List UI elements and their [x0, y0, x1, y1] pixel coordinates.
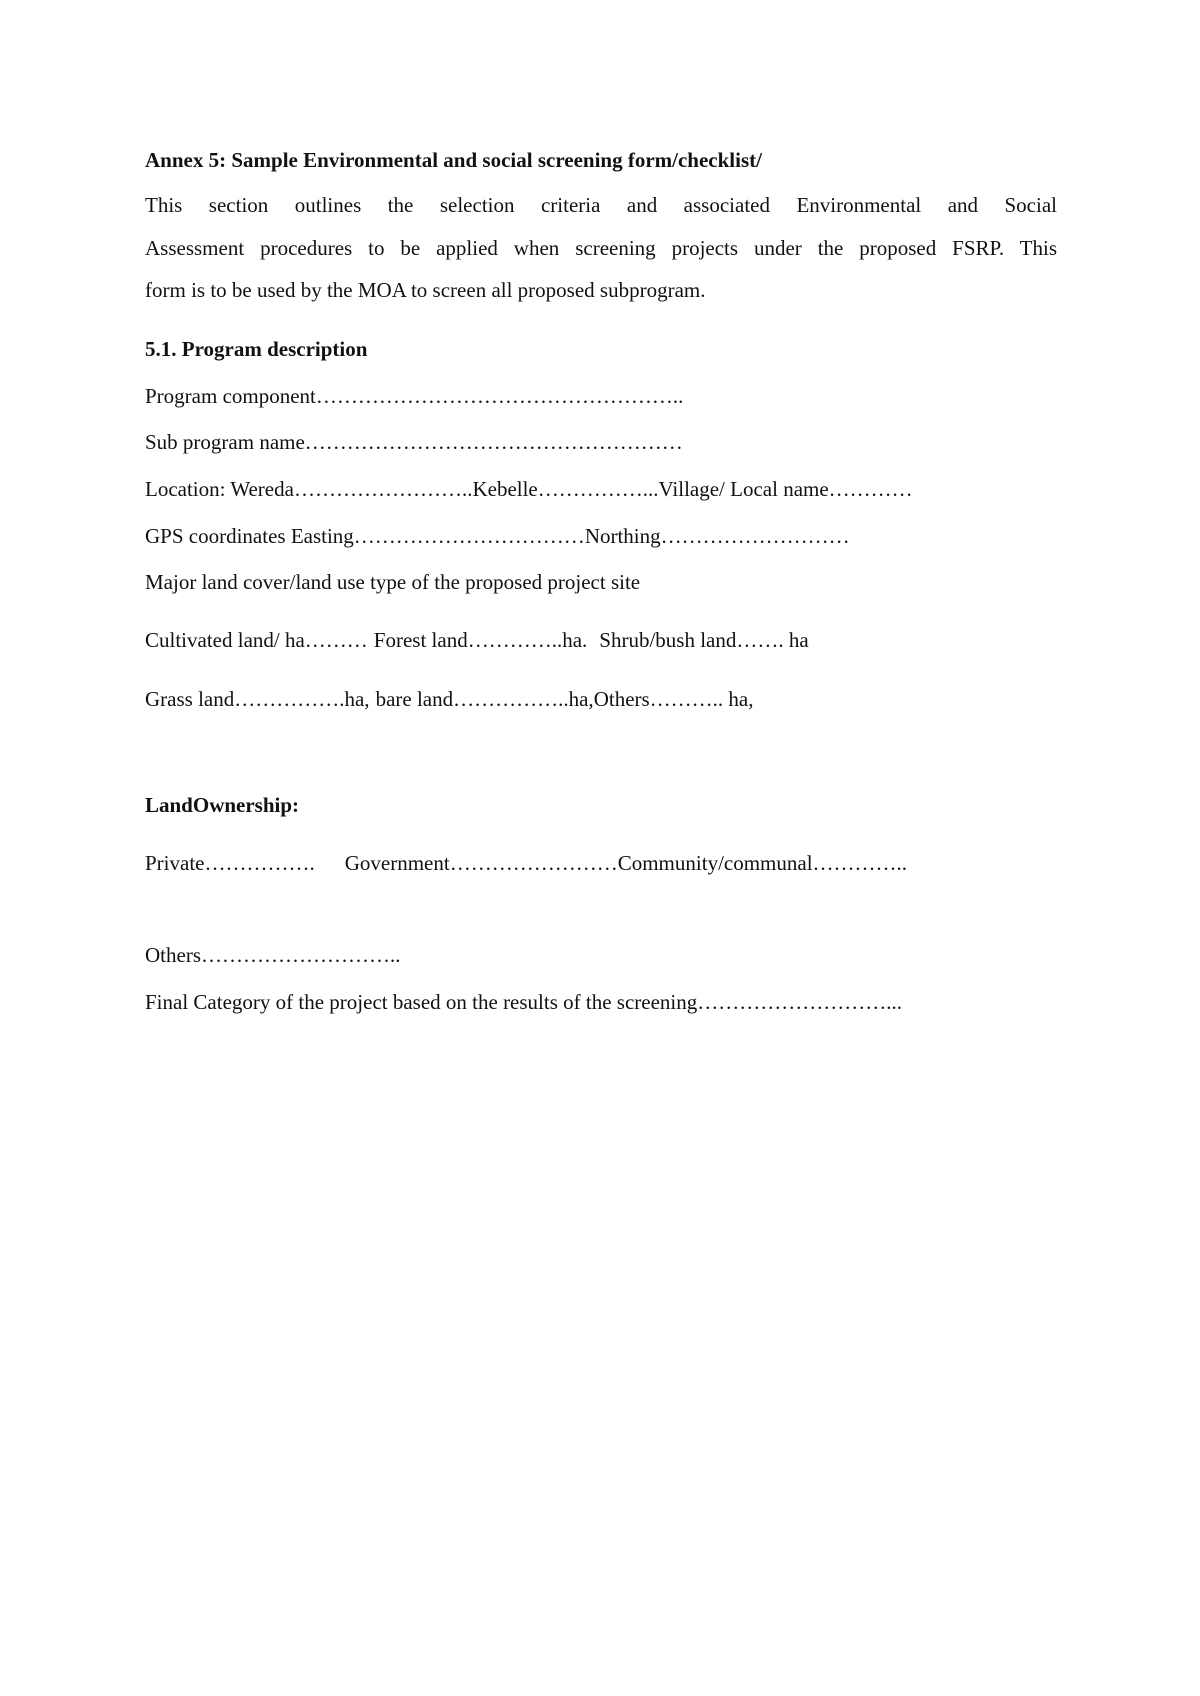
others-land-field: Others……….. ha,: [593, 687, 754, 711]
program-component-field: Program component……………………………………………..: [145, 384, 684, 408]
gps-row: [145, 522, 850, 550]
community-field: Community/communal…………..: [617, 851, 908, 875]
section-heading: 5.1. Program description: [145, 337, 368, 361]
gps-northing-field: Northing………………………: [584, 524, 850, 548]
land-cover-row-2: [145, 685, 754, 713]
intro-line-2: Assessment procedures to be applied when screening projects under the proposed FSRP. This: [145, 235, 1057, 260]
intro-line-3: form is to be used by the MOA to screen all proposed subprogram.: [145, 278, 706, 302]
location-row: [145, 475, 913, 503]
bare-land-field: bare land……………..ha,: [375, 687, 594, 711]
cultivated-land-field: Cultivated land/ ha………: [145, 628, 368, 652]
ownership-row: [145, 849, 907, 877]
location-wereda-field: Location: Wereda……………………..: [145, 477, 473, 501]
others-field: Others………………………..: [145, 943, 401, 967]
annex-title: Annex 5: Sample Environmental and social screening form/checklist/: [145, 148, 762, 172]
forest-land-field: Forest land…………..ha.: [373, 628, 588, 652]
government-field: Government……………………: [344, 851, 618, 875]
sub-program-name-field: Sub program name………………………………………………: [145, 430, 683, 454]
gps-easting-field: GPS coordinates Easting……………………………: [145, 524, 585, 548]
shrub-land-field: Shrub/bush land……. ha: [599, 628, 809, 652]
intro-line-1: This section outlines the selection criteria and associated Environmental and Social: [145, 193, 1057, 217]
final-category-field: Final Category of the project based on the results of the screening………………………...: [145, 990, 903, 1014]
location-kebelle-field: Kebelle……………...: [472, 477, 659, 501]
grass-land-field: Grass land…………….ha,: [145, 687, 370, 711]
land-cover-heading: Major land cover/land use type of the proposed project site: [145, 570, 641, 594]
land-ownership-heading: LandOwnership:: [145, 793, 300, 817]
land-cover-row-1: [145, 626, 809, 654]
intro-paragraph: [145, 184, 1057, 312]
location-village-field: Village/ Local name…………: [658, 477, 913, 501]
private-field: Private…………….: [145, 851, 315, 875]
